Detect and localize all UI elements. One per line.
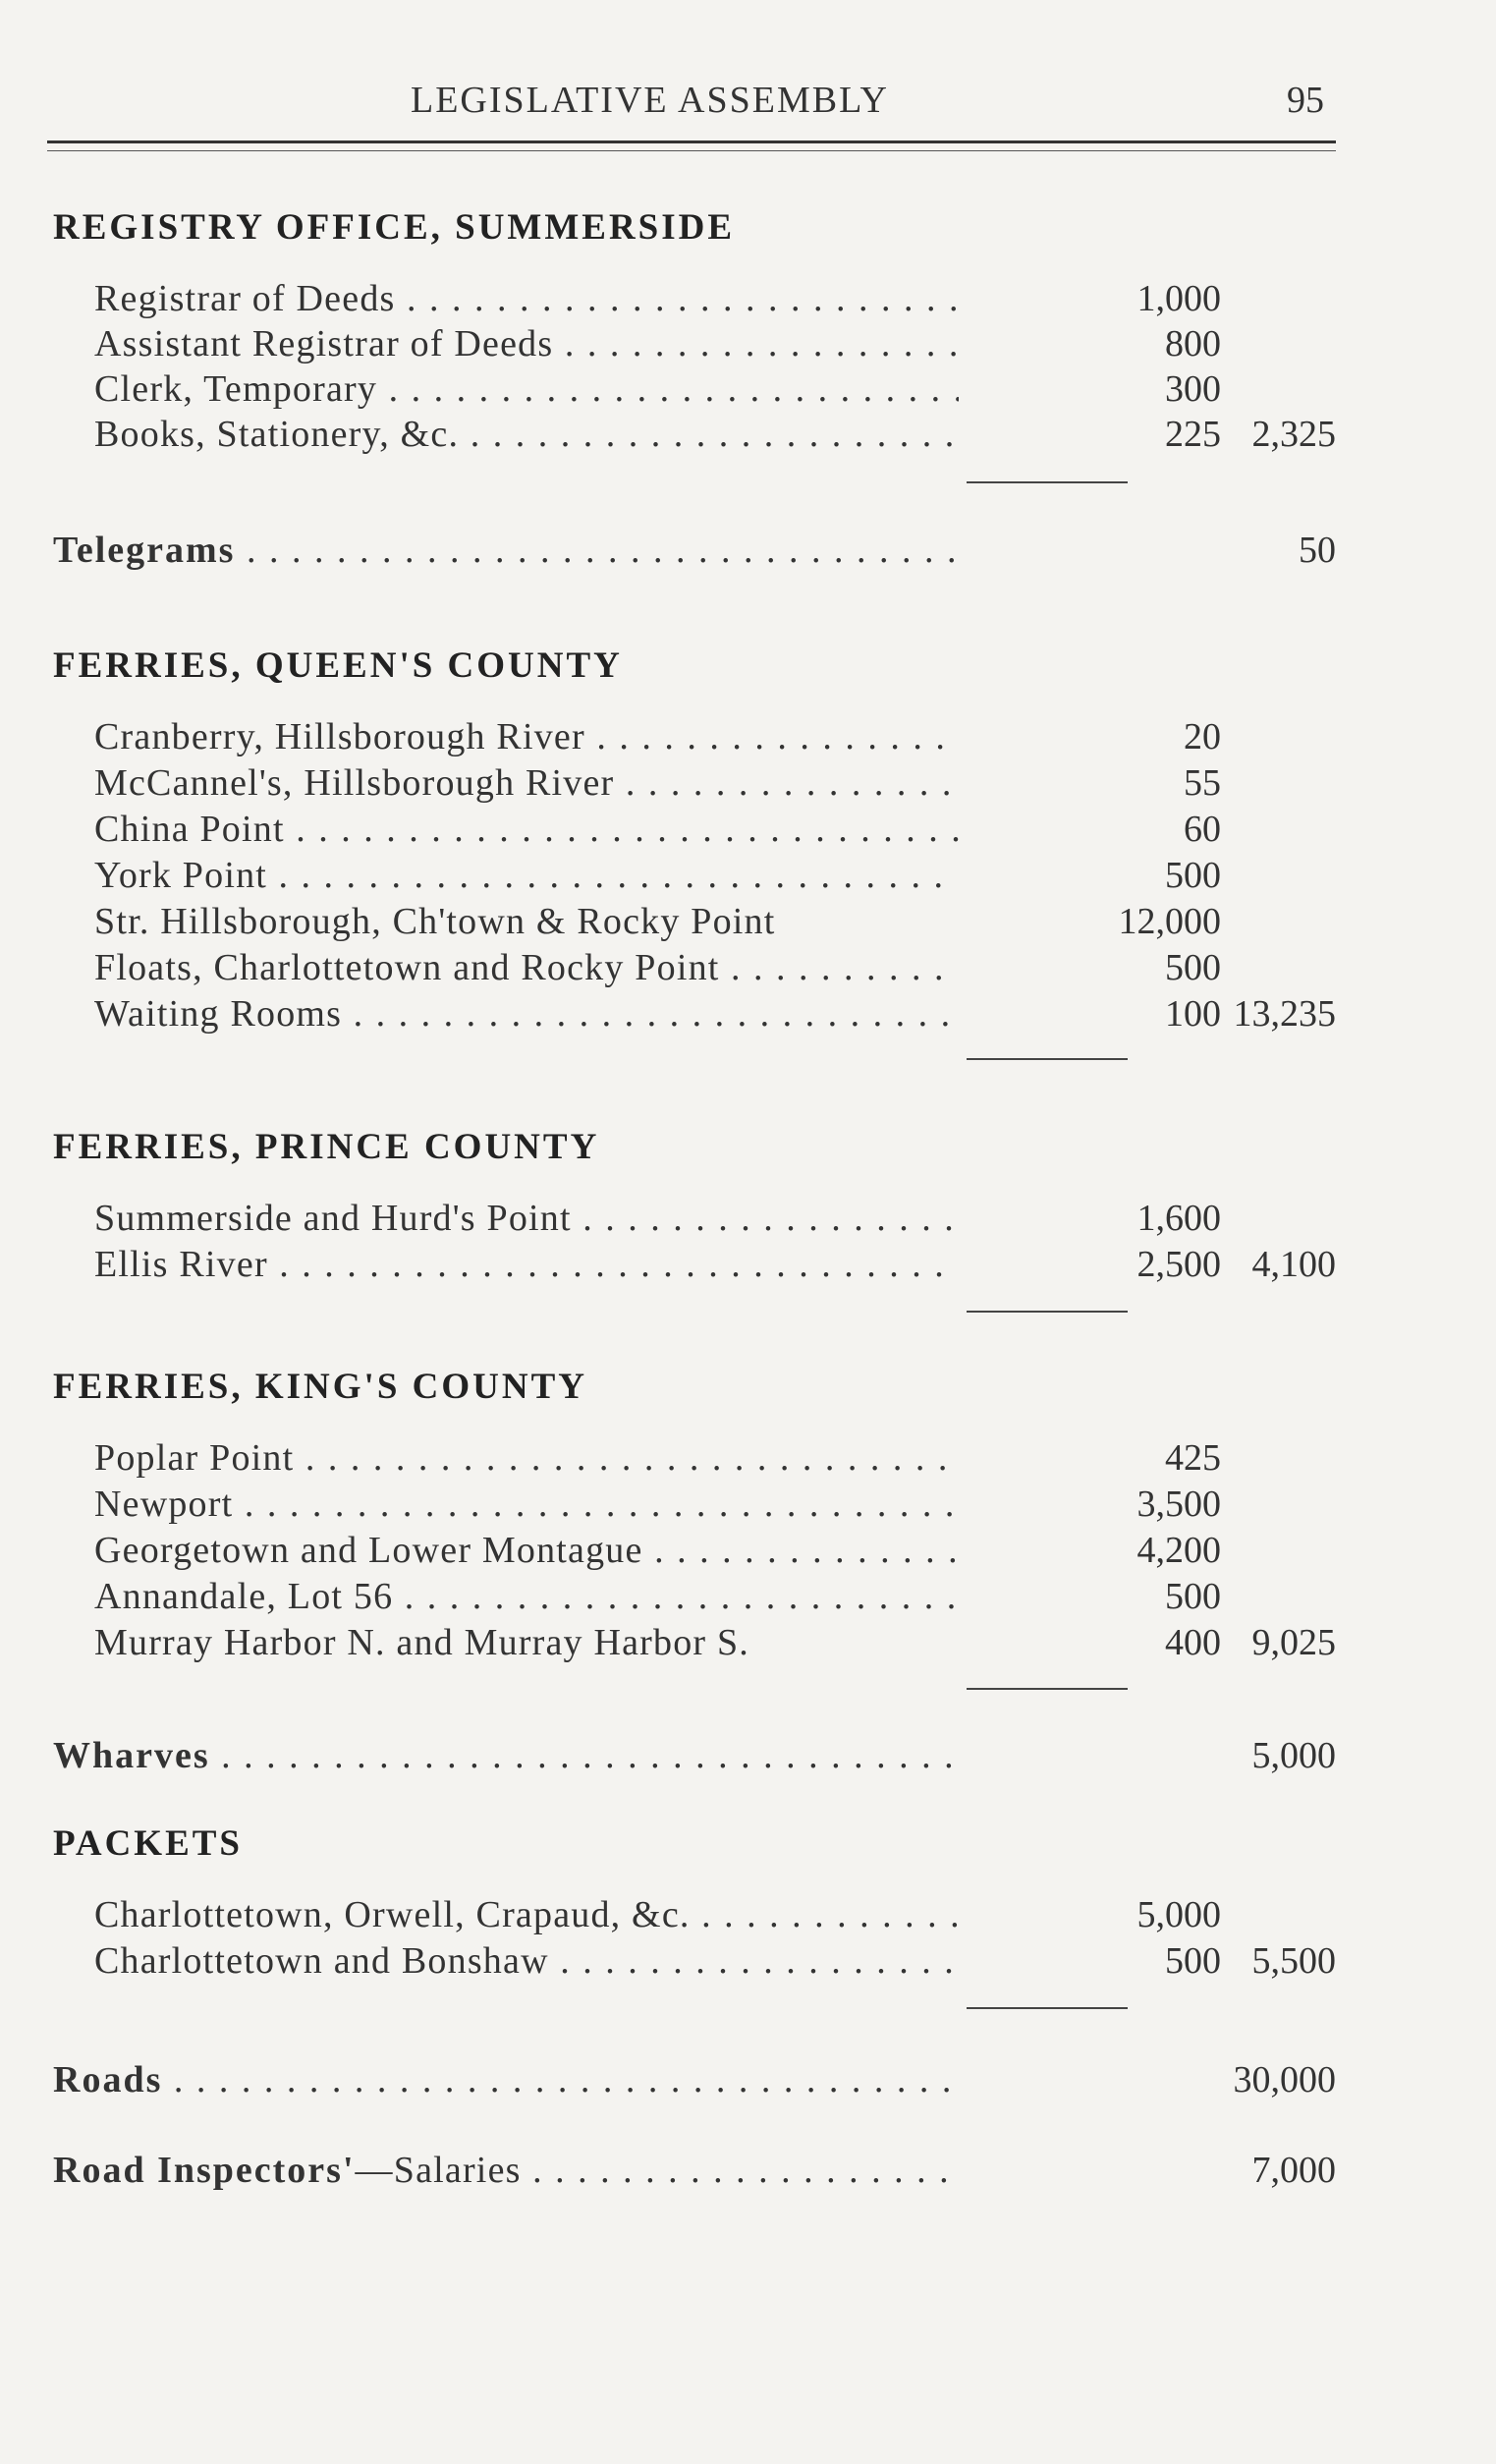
line-item [94,854,1336,899]
item-label: Ellis River . . . [94,1243,959,1286]
section-heading-ferries-kings: FERRIES, KING'S COUNTY [53,1367,588,1407]
item-amount: 1,000 [1136,278,1221,319]
line-item [94,808,1336,853]
item-label: Charlottetown, Orwell, Crapaud, &c. . . . [94,1893,959,1936]
entry-total: 5,000 [1251,1735,1336,1776]
header-rule-thin [47,150,1336,151]
item-amount: 2,500 [1136,1244,1221,1285]
section-total: 2,325 [1251,414,1336,455]
single-line-entry [53,1734,1336,1779]
entry-total: 7,000 [1251,2150,1336,2191]
item-amount: 225 [1165,414,1221,455]
section-heading-ferries-prince: FERRIES, PRINCE COUNTY [53,1127,600,1167]
item-label: Georgetown and Lower Montague . . . [94,1529,959,1572]
item-amount: 500 [1165,947,1221,988]
subtotal-rule [967,1688,1128,1690]
entry-total: 30,000 [1233,2059,1336,2100]
item-label: Poplar Point . . . [94,1436,959,1480]
item-amount: 500 [1165,855,1221,896]
item-amount: 800 [1165,323,1221,364]
item-label: Clerk, Temporary . . . [94,367,959,411]
running-title: LEGISLATIVE ASSEMBLY [411,80,889,121]
line-item [94,715,1336,760]
line-item [94,1243,1336,1288]
item-amount: 500 [1165,1576,1221,1617]
item-label: Annandale, Lot 56 . . . [94,1575,959,1618]
section-total: 9,025 [1251,1622,1336,1663]
item-amount: 1,600 [1136,1198,1221,1239]
item-amount: 4,200 [1136,1530,1221,1571]
entry-title: Roads [53,2059,163,2100]
item-amount: 425 [1165,1437,1221,1479]
entry-title: Wharves [53,1735,210,1776]
line-item [94,992,1336,1037]
section-total: 13,235 [1233,993,1336,1035]
line-item [94,761,1336,807]
line-item [94,1436,1336,1482]
line-item [94,1197,1336,1242]
item-label: Summerside and Hurd's Point . . . [94,1197,959,1240]
item-label: York Point . . . [94,854,959,897]
entry-title: Telegrams [53,530,236,571]
item-label: Floats, Charlottetown and Rocky Point . . . [94,946,959,989]
item-label: Newport . . . [94,1483,959,1526]
single-line-entry [53,529,1336,574]
item-label: Registrar of Deeds . . . [94,277,959,320]
line-item [94,1529,1336,1574]
item-amount: 3,500 [1136,1484,1221,1525]
line-item [94,367,1336,413]
line-item [94,1575,1336,1620]
line-item [94,900,1336,945]
item-amount: 5,000 [1136,1894,1221,1935]
entry-title: Road Inspectors' [53,2150,356,2191]
line-item [94,413,1336,458]
item-label: Murray Harbor N. and Murray Harbor S. [94,1622,750,1663]
section-heading-registry: REGISTRY OFFICE, SUMMERSIDE [53,207,736,248]
item-label: McCannel's, Hillsborough River . . . [94,761,959,805]
item-label: Charlottetown and Bonshaw . . . [94,1939,959,1983]
item-label: Assistant Registrar of Deeds . . . [94,322,959,365]
item-label: Waiting Rooms . . . [94,992,959,1036]
line-item [94,322,1336,367]
section-total: 4,100 [1251,1244,1336,1285]
item-amount: 500 [1165,1940,1221,1982]
item-amount: 12,000 [1118,901,1221,942]
subtotal-rule [967,481,1128,483]
item-amount: 20 [1184,716,1221,757]
item-label: Str. Hillsborough, Ch'town & Rocky Point [94,901,776,942]
single-line-entry [53,2058,1336,2103]
header-rule [47,140,1336,143]
section-heading-packets: PACKETS [53,1823,244,1864]
item-amount: 300 [1165,368,1221,410]
item-amount: 60 [1184,809,1221,850]
item-label: Cranberry, Hillsborough River . . . [94,715,959,758]
page-number: 95 [1287,80,1324,121]
entry-total: 50 [1299,530,1336,571]
line-item [94,277,1336,322]
entry-subtitle: —Salaries [355,2150,522,2191]
section-total: 5,500 [1251,1940,1336,1982]
line-item [94,1893,1336,1938]
item-amount: 100 [1165,993,1221,1035]
subtotal-rule [967,1058,1128,1060]
item-label: Books, Stationery, &c. . . . [94,413,959,456]
item-amount: 55 [1184,762,1221,804]
section-heading-ferries-queens: FERRIES, QUEEN'S COUNTY [53,645,623,686]
item-amount: 400 [1165,1622,1221,1663]
subtotal-rule [967,2007,1128,2009]
line-item [94,1483,1336,1528]
line-item [94,946,1336,991]
subtotal-rule [967,1311,1128,1313]
single-line-entry [53,2149,1336,2194]
line-item [94,1621,1336,1666]
line-item [94,1939,1336,1985]
item-label: China Point . . . [94,808,959,851]
